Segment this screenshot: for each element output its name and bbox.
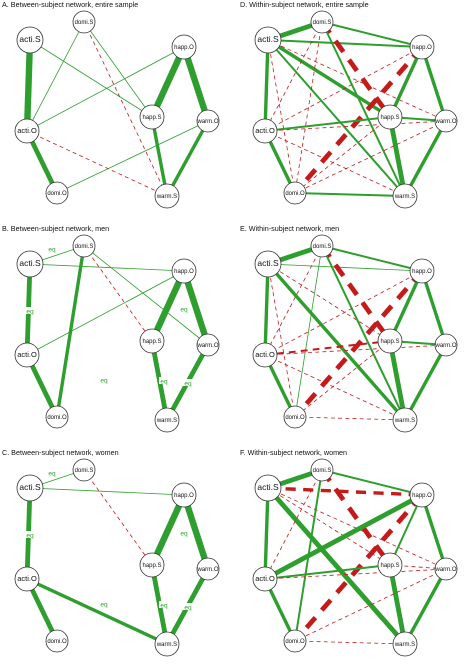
panel-title: F. Within-subject network, women: [240, 448, 348, 457]
node-label: happ.S: [380, 563, 400, 570]
node-label: domi.O: [285, 639, 305, 646]
panel-a: [0, 0, 232, 218]
network-edge: [265, 264, 268, 355]
network-edge: [84, 470, 152, 565]
eq-label: eq: [184, 380, 192, 388]
node-label: warm.O: [435, 119, 457, 126]
node-label: domi.O: [47, 191, 67, 198]
node-label: warm.S: [156, 642, 178, 649]
node-label: happ.O: [174, 45, 194, 52]
eq-label: eq: [160, 378, 168, 386]
network-edge: [27, 40, 30, 131]
eq-label: eq: [180, 530, 188, 538]
node-label: acti.O: [17, 574, 37, 584]
eq-label: eq: [160, 602, 168, 610]
network-edge: [265, 40, 268, 131]
node-label: domi.O: [285, 415, 305, 422]
network-edge: [405, 569, 446, 644]
node-label: happ.S: [380, 115, 400, 122]
network-edge: [405, 345, 446, 420]
network-edge: [30, 264, 184, 271]
panel-title: D. Within-subject network, entire sample: [240, 0, 369, 9]
panel-c: [0, 448, 232, 666]
panel-d: [238, 0, 470, 218]
node-label: domi.S: [74, 468, 94, 475]
node-label: domi.O: [285, 191, 305, 198]
network-edge: [30, 488, 184, 495]
node-label: happ.O: [412, 45, 432, 52]
node-label: domi.S: [74, 20, 94, 27]
panel-title: E. Within-subject network, men: [240, 224, 340, 233]
network-edge: [295, 417, 405, 420]
node-label: acti.O: [255, 574, 275, 584]
node-label: happ.O: [174, 493, 194, 500]
network-graph: [0, 448, 232, 666]
eq-label: eq: [180, 306, 188, 314]
node-label: domi.S: [74, 244, 94, 251]
node-label: acti.S: [19, 34, 41, 45]
node-label: happ.O: [412, 493, 432, 500]
panel-e: [238, 224, 470, 442]
node-label: warm.O: [197, 119, 219, 126]
network-edge: [268, 40, 295, 193]
node-label: domi.S: [312, 244, 332, 251]
node-label: warm.S: [394, 418, 416, 425]
node-label: warm.S: [156, 418, 178, 425]
node-label: acti.S: [257, 258, 279, 269]
eq-label: eq: [48, 246, 56, 254]
node-label: happ.O: [412, 269, 432, 276]
node-label: warm.S: [156, 194, 178, 201]
node-label: warm.O: [435, 343, 457, 350]
eq-label: eq: [100, 377, 108, 385]
eq-label: eq: [184, 604, 192, 612]
eq-label: eq: [48, 470, 56, 478]
network-edge: [268, 264, 295, 417]
network-edge: [167, 121, 208, 196]
panel-b: [0, 224, 232, 442]
node-label: happ.S: [142, 115, 162, 122]
node-label: acti.S: [257, 482, 279, 493]
panel-title: A. Between-subject network, entire sample: [2, 0, 139, 9]
node-label: happ.S: [380, 339, 400, 346]
node-label: warm.S: [394, 642, 416, 649]
panel-title: C. Between-subject network, women: [2, 448, 119, 457]
eq-label: eq: [100, 601, 108, 609]
node-label: acti.O: [17, 126, 37, 136]
node-label: happ.S: [142, 563, 162, 570]
node-label: warm.O: [197, 343, 219, 350]
eq-label: eq: [26, 532, 34, 540]
network-graph: [238, 0, 470, 218]
node-label: domi.S: [312, 468, 332, 475]
node-label: domi.S: [312, 20, 332, 27]
network-edge: [265, 488, 268, 579]
panel-title: B. Between-subject network, men: [2, 224, 110, 233]
node-label: happ.S: [142, 339, 162, 346]
network-edge: [30, 40, 152, 117]
node-label: warm.O: [197, 567, 219, 574]
node-label: acti.O: [17, 350, 37, 360]
network-edge: [405, 121, 446, 196]
panel-f: [238, 448, 470, 666]
node-label: acti.S: [257, 34, 279, 45]
node-label: acti.O: [255, 126, 275, 136]
node-label: domi.O: [47, 639, 67, 646]
network-graph: [0, 224, 232, 442]
network-graph: [0, 0, 232, 218]
node-label: acti.O: [255, 350, 275, 360]
eq-label: eq: [26, 308, 34, 316]
network-edge: [57, 121, 208, 193]
node-label: warm.O: [435, 567, 457, 574]
node-label: acti.S: [19, 482, 41, 493]
network-edge: [295, 641, 405, 644]
network-edge: [295, 193, 405, 196]
node-label: happ.O: [174, 269, 194, 276]
node-label: warm.S: [394, 194, 416, 201]
node-label: domi.O: [47, 415, 67, 422]
network-graph: [238, 448, 470, 666]
node-label: acti.S: [19, 258, 41, 269]
network-graph: [238, 224, 470, 442]
